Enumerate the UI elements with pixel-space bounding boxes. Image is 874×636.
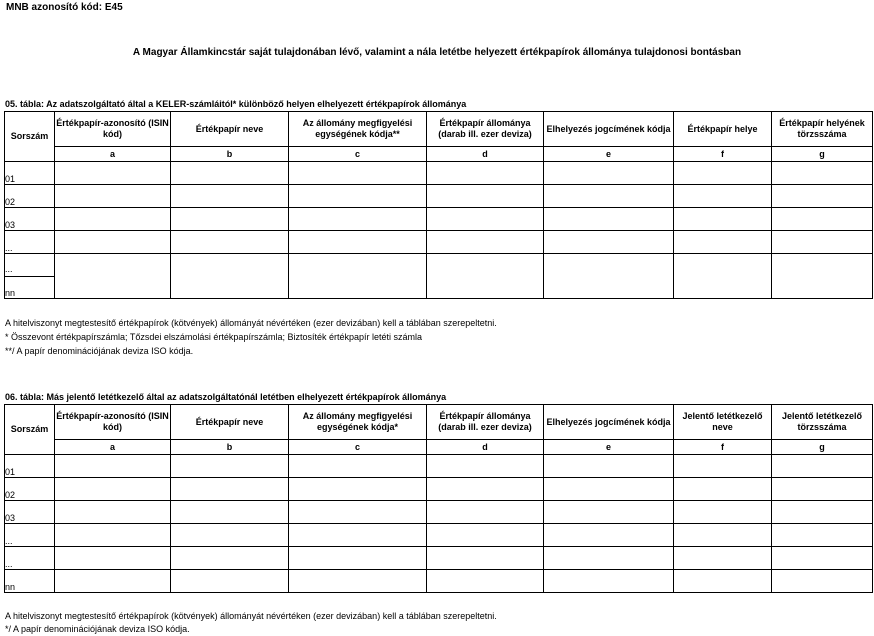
note-line: **/ A papír denominációjának deviza ISO kódja. [5,346,194,356]
col-letter: a [55,147,171,162]
cell[interactable] [427,208,544,231]
col-letter: a [55,440,171,455]
table-05-title: 05. tábla: Az adatszolgáltató által a KELER-számláitól* különböző helyen elhelyezett értékpapírok állománya [5,99,467,109]
form-code: MNB azonosító kód: E45 [6,2,123,13]
row-number: ... [5,231,55,254]
note-line: */ A papír denominációjának deviza ISO kódja. [5,624,190,634]
cell[interactable] [772,185,873,208]
cell[interactable] [674,501,772,524]
cell[interactable] [55,455,171,478]
cell[interactable] [289,162,427,185]
cell[interactable] [289,208,427,231]
cell[interactable] [772,455,873,478]
cell[interactable] [772,231,873,254]
cell[interactable] [289,501,427,524]
row-number: ... [5,547,55,570]
row-number: ... [5,524,55,547]
col-header-unit-code: Az állomány megfigyelési egységének kódja** [289,112,427,147]
col-header-stock: Értékpapír állománya (darab ill. ezer deviza) [427,112,544,147]
cell[interactable] [544,524,674,547]
table-row [5,547,873,570]
col-letter: g [772,147,873,162]
cell[interactable] [674,231,772,254]
col-header-placement-code: Elhelyezés jogcímének kódja [544,112,674,147]
cell[interactable] [55,547,171,570]
cell[interactable] [772,547,873,570]
col-letter: d [427,147,544,162]
row-number: nn [5,570,55,593]
cell[interactable] [674,455,772,478]
cell[interactable] [772,501,873,524]
col-header-placement-code: Elhelyezés jogcímének kódja [544,405,674,440]
cell[interactable] [427,254,544,299]
table-row [5,208,873,231]
col-header-sorszam: Sorszám [5,405,55,455]
cell[interactable] [427,162,544,185]
cell[interactable] [55,162,171,185]
col-header-custodian-name: Jelentő letétkezelő neve [674,405,772,440]
cell[interactable] [289,570,427,593]
cell[interactable] [289,524,427,547]
cell[interactable] [289,547,427,570]
cell[interactable] [55,208,171,231]
cell[interactable] [171,231,289,254]
table-05-letter-row [5,147,873,162]
table-row [5,254,873,277]
row-number: ... [5,254,55,277]
cell[interactable] [171,208,289,231]
cell[interactable] [544,455,674,478]
table-row [5,524,873,547]
cell[interactable] [289,254,427,299]
cell[interactable] [544,254,674,299]
cell[interactable] [674,570,772,593]
cell[interactable] [427,524,544,547]
table-06 [4,404,873,593]
cell[interactable] [674,547,772,570]
cell[interactable] [55,185,171,208]
table-row [5,185,873,208]
cell[interactable] [427,231,544,254]
cell[interactable] [55,570,171,593]
col-header-stock: Értékpapír állománya (darab ill. ezer deviza) [427,405,544,440]
table-06-letter-row [5,440,873,455]
cell[interactable] [427,455,544,478]
cell[interactable] [427,570,544,593]
cell[interactable] [544,231,674,254]
cell[interactable] [544,547,674,570]
cell[interactable] [544,162,674,185]
table-06-title: 06. tábla: Más jelentő letétkezelő által az adatszolgáltatónál letétben elhelyezett értékpapírok állománya [5,392,447,402]
col-header-isin: Értékpapír-azonosító (ISIN kód) [55,112,171,147]
row-number: 01 [5,455,55,478]
col-letter: c [289,440,427,455]
table-row [5,501,873,524]
cell[interactable] [772,570,873,593]
cell[interactable] [427,478,544,501]
table-row [5,455,873,478]
row-number: 01 [5,162,55,185]
row-number: 03 [5,208,55,231]
table-row [5,478,873,501]
cell[interactable] [544,570,674,593]
cell[interactable] [772,162,873,185]
cell[interactable] [171,254,289,299]
col-header-unit-code: Az állomány megfigyelési egységének kódja* [289,405,427,440]
col-letter: f [674,440,772,455]
cell[interactable] [427,185,544,208]
cell[interactable] [55,501,171,524]
cell[interactable] [674,162,772,185]
cell[interactable] [427,501,544,524]
cell[interactable] [544,208,674,231]
cell[interactable] [674,524,772,547]
cell[interactable] [772,254,873,299]
cell[interactable] [544,501,674,524]
cell[interactable] [427,547,544,570]
cell[interactable] [55,524,171,547]
col-letter: g [772,440,873,455]
cell[interactable] [289,478,427,501]
cell[interactable] [171,162,289,185]
col-letter: e [544,147,674,162]
table-row [5,570,873,593]
col-header-name: Értékpapír neve [171,405,289,440]
cell[interactable] [55,254,171,299]
col-letter: f [674,147,772,162]
table-05-header-row [5,112,873,147]
row-number: nn [5,277,55,299]
cell[interactable] [171,547,289,570]
cell[interactable] [171,455,289,478]
note-line: A hitelviszonyt megtestesítő értékpapírok (kötvények) állományát névértéken (ezer devizában) kell a táblában szerepeltetni. [5,611,497,621]
cell[interactable] [544,478,674,501]
col-header-isin: Értékpapír-azonosító (ISIN kód) [55,405,171,440]
col-letter: e [544,440,674,455]
cell[interactable] [674,208,772,231]
cell[interactable] [55,231,171,254]
cell[interactable] [171,570,289,593]
row-number: 03 [5,501,55,524]
col-letter: b [171,440,289,455]
col-letter: d [427,440,544,455]
note-line: * Összevont értékpapírszámla; Tőzsdei elszámolási értékpapírszámla; Biztosíték értékpapír letéti számla [5,332,423,342]
cell[interactable] [171,185,289,208]
cell[interactable] [55,478,171,501]
col-header-name: Értékpapír neve [171,112,289,147]
col-letter: c [289,147,427,162]
table-row [5,231,873,254]
cell[interactable] [289,185,427,208]
cell[interactable] [772,478,873,501]
cell[interactable] [772,524,873,547]
table-06-header-row [5,405,873,440]
cell[interactable] [171,478,289,501]
col-letter: b [171,147,289,162]
col-header-location-id: Értékpapír helyének törzsszáma [772,112,873,147]
page-title: A Magyar Államkincstár saját tulajdonában lévő, valamint a nála letétbe helyezett értékpapírok állománya tulajdonosi bontásban [132,47,742,58]
col-header-location: Értékpapír helye [674,112,772,147]
cell[interactable] [674,254,772,299]
cell[interactable] [289,455,427,478]
note-line: A hitelviszonyt megtestesítő értékpapírok (kötvények) állományát névértéken (ezer devizában) kell a táblában szerepeltetni. [5,318,497,328]
col-header-sorszam: Sorszám [5,112,55,162]
cell[interactable] [171,524,289,547]
cell[interactable] [674,478,772,501]
cell[interactable] [289,231,427,254]
table-row [5,162,873,185]
col-header-custodian-id: Jelentő letétkezelő törzsszáma [772,405,873,440]
table-05 [4,111,873,299]
cell[interactable] [772,208,873,231]
cell[interactable] [674,185,772,208]
cell[interactable] [171,501,289,524]
row-number: 02 [5,185,55,208]
cell[interactable] [544,185,674,208]
row-number: 02 [5,478,55,501]
